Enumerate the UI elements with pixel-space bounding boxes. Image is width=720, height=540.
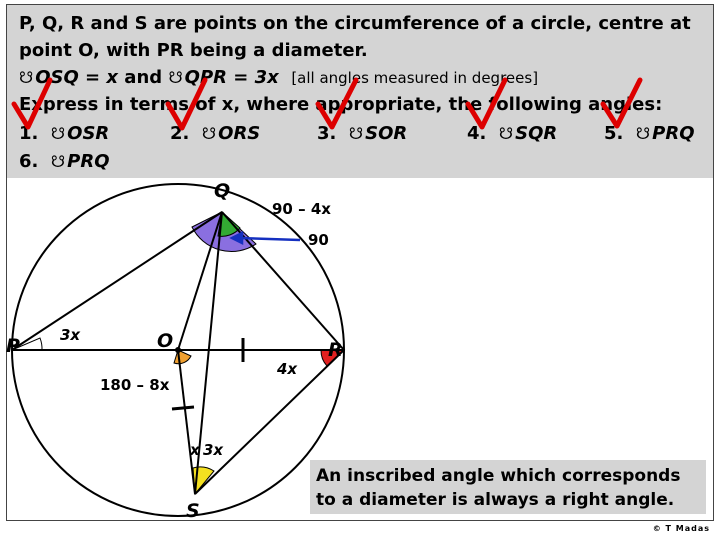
label-p: P	[6, 335, 20, 357]
note-line-1: An inscribed angle which corresponds	[316, 466, 681, 486]
equal-tick-os	[172, 407, 194, 409]
given-angle-osq: OSQ = x	[35, 67, 119, 88]
item-4: 4. ☋ SQR	[467, 123, 558, 144]
question-line-2: point O, with PR being a diameter.	[19, 40, 368, 61]
question-line-1: P, Q, R and S are points on the circumference of a circle, centre at	[19, 13, 691, 34]
angle-icon: ☋	[201, 124, 217, 143]
angle-label-o: 180 – 8x	[100, 376, 170, 394]
given-angle-qpr: QPR = 3x	[184, 67, 279, 88]
angle-icon: ☋	[168, 68, 183, 87]
item-1: 1. ☋ OSR	[19, 123, 110, 144]
angle-label-p: 3x	[60, 326, 81, 344]
angle-icon: ☋	[498, 124, 514, 143]
degrees-note: [all angles measured in degrees]	[291, 69, 539, 87]
item-5: 5. ☋ PRQ	[604, 123, 695, 144]
note-box	[310, 460, 706, 514]
angle-label-q: 90 – 4x	[272, 200, 331, 218]
angle-icon: ☋	[19, 68, 34, 87]
angle-label-q-right: 90	[308, 231, 329, 249]
angle-label-s-right: 3x	[203, 441, 224, 459]
label-r: R	[328, 339, 343, 361]
angle-icon: ☋	[635, 124, 651, 143]
radius-os	[178, 350, 195, 494]
angle-label-s-left: x	[190, 441, 200, 459]
item-3: 3. ☋ SOR	[317, 123, 408, 144]
centre-dot	[175, 347, 181, 353]
label-q: Q	[214, 180, 231, 202]
angle-icon: ☋	[348, 124, 364, 143]
angle-label-r: 4x	[277, 360, 298, 378]
and-word: and	[124, 67, 163, 88]
copyright: © T Madas	[652, 524, 710, 533]
angle-icon: ☋	[50, 124, 66, 143]
chord-pq	[12, 212, 222, 350]
question-line-4: Express in terms of x, where appropriate, the following angles:	[19, 94, 663, 115]
item-6: 6. ☋ PRQ	[19, 151, 110, 172]
item-2: 2. ☋ ORS	[170, 123, 261, 144]
label-s: S	[186, 500, 200, 522]
angle-icon: ☋	[50, 152, 66, 171]
label-o: O	[157, 330, 174, 352]
note-line-2: to a diameter is always a right angle.	[316, 490, 675, 510]
